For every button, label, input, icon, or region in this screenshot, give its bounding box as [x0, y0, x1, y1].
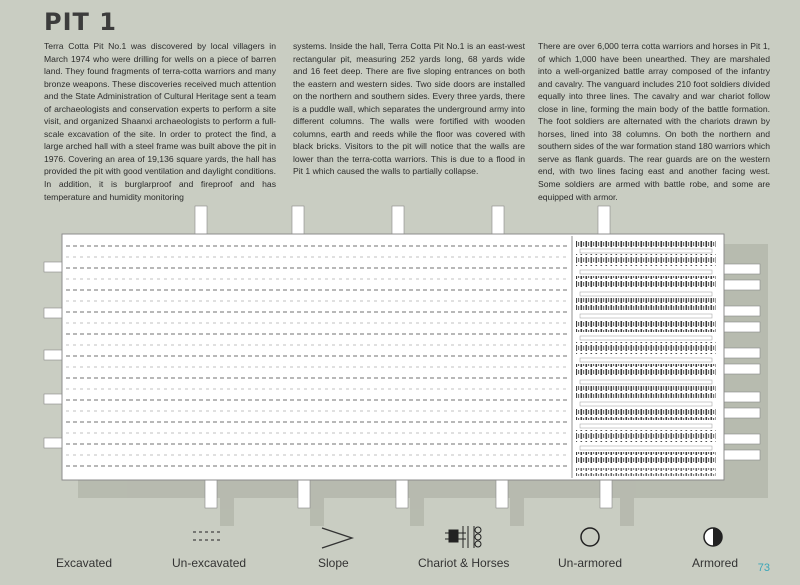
page-title: PIT 1 [44, 8, 117, 36]
legend-excavated-label: Excavated [56, 556, 113, 570]
page-number: 73 [757, 562, 770, 574]
text-column-2: systems. Inside the hall, Terra Cotta Pit No.1 is an east-west rectangular pit, measuring 252 yards long, 68 yards wide and 16 feet deep. There are five sloping entrances on both the eastern and western sides. Two side doors are installed on the northern and southern sides. Every three yards, there is a puddle wall, which separates the underground army into different columns. The walls were fortified with wooden columns, earth and reeds while the floor was covered with black bricks. Visitors to the pit will notice that the walls are lower than the terra-cotta warriors. This is due to a flood in Pit 1 which caused the walls to partially collapse. [293, 41, 525, 177]
unexcavated-legend-icon [193, 532, 222, 540]
text-column-1: Terra Cotta Pit No.1 was discovered by local villagers in March 1974 who were drilling for wells on a piece of barren land. They found fragments of terra-cotta warriors and many bronze weapons. These discoveries received much attention and the State Administration of Cultural Heritage sent a team of archaeologists and conservation experts to perform a site visit, and organized Shaanxi archaeologists to perform a full-scale excavation of the site. In order to protect the find, a large arched hall with a steel frame was built above the pit in 1976. Covering an area of 19,136 square yards, the hall has provided the pit with good ventilation and daylight conditions. In addition, it is burglarproof and fireproof and has temperature and humidity monitoring [44, 41, 276, 202]
armored-legend-icon [704, 528, 722, 546]
north-doors [195, 206, 610, 236]
slope-legend-icon [322, 528, 352, 548]
chariot-horses-legend-icon [445, 526, 481, 548]
legend-armored-label: Armored [692, 556, 739, 570]
excavated-legend-icon [60, 527, 120, 547]
legend-slope-label: Slope [318, 556, 349, 570]
legend-unexcavated-label: Un-excavated [172, 556, 247, 570]
legend-chariot-label: Chariot & Horses [418, 556, 510, 570]
unarmored-legend-icon [581, 528, 599, 546]
text-column-3: There are over 6,000 terra cotta warriors and horses in Pit 1, of which 1,000 have been unearthed. They are marshaled into a well-organized battle array composed of the infantry and cavalry. The vanguard includes 210 foot soldiers divided equally into three lines. The cavalry and war chariot follow close in line, forming the main body of the battle formation. The foot soldiers are alternated with the chariots drawn by horses, lined into 38 columns. On both the northern and southern sides of the war formation stand 180 warriors which serve as flank guards. The rear guards are on the western end, with two lines facing east and another facing west. Some soldiers are armed with battle robe, and some are equipped with armor. [538, 41, 770, 202]
legend-unarmored-label: Un-armored [558, 556, 623, 570]
